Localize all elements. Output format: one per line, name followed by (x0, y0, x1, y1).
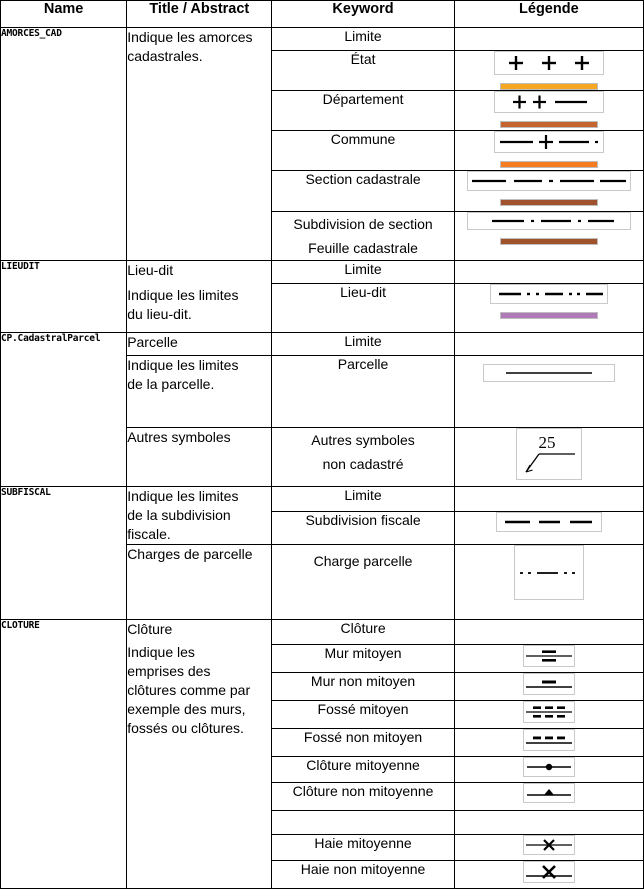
legend-cell-subdivision-fiscale (454, 511, 643, 544)
keyword-cell-mur-mitoyen: Mur mitoyen (272, 645, 454, 673)
title-line: Clôture (127, 621, 173, 637)
table-row (1, 28, 644, 51)
swatch-wall-not-shared (523, 673, 575, 695)
group-title-parcel-c (127, 428, 272, 487)
title-line: de la subdivision (127, 507, 231, 523)
legend-cell-cloture-mitoyenne (454, 757, 643, 783)
keyword-cell-lieu-dit: Lieu-dit (272, 284, 454, 333)
swatch-fence-not-shared (523, 783, 575, 803)
column-header-legende: Légende (454, 1, 643, 28)
measurement-label: 25 (538, 433, 556, 452)
color-bar-section (500, 199, 598, 206)
legend-cell-commune (454, 131, 643, 171)
keyword-cell-limite: Limite (272, 261, 454, 284)
legend-cell-haie-mitoyenne (454, 835, 643, 861)
table-row (1, 487, 644, 512)
color-bar-lieudit (500, 312, 598, 319)
title-line: Indique les limites (127, 357, 239, 373)
keyword-cell-fosse-mitoyen: Fossé mitoyen (272, 701, 454, 729)
title-line: Parcelle (127, 334, 178, 350)
swatch-hedge-shared (523, 835, 575, 855)
keyword-cell-haie-mitoyenne: Haie mitoyenne (272, 835, 454, 861)
swatch-plus-plus-plus (494, 51, 604, 75)
keyword-cell-section-cadastrale: Section cadastrale (272, 171, 454, 212)
swatch-measurement-25 (516, 428, 582, 480)
group-name-subfiscal: SUBFISCAL (1, 487, 127, 620)
group-name-lieudit: LIEUDIT (1, 261, 127, 333)
legend-cell-empty (454, 28, 643, 51)
title-line: Indique les (127, 644, 195, 660)
title-line: de la parcelle. (127, 376, 215, 392)
group-title-cloture (127, 620, 272, 889)
keyword-cell-etat: État (272, 51, 454, 91)
color-bar-departement (500, 121, 598, 128)
keyword-cell-limite: Limite (272, 28, 454, 51)
group-title-parcel-a (127, 333, 272, 356)
legend-cell-haie-non-mitoyenne (454, 861, 643, 889)
title-line: emprises des (127, 663, 211, 679)
keyword-cell-cloture-non-mitoyenne: Clôture non mitoyenne (272, 783, 454, 811)
title-line: Indique les limites (127, 287, 239, 303)
column-header-title-abstract: Title / Abstract (127, 1, 272, 28)
swatch-fence-shared (523, 757, 575, 777)
keyword-cell-fosse-non-mitoyen: Fossé non mitoyen (272, 729, 454, 757)
group-title-subfiscal-a (127, 487, 272, 545)
group-name-cadastral-parcel: CP.CadastralParcel (1, 333, 127, 487)
title-line: Lieu-dit (127, 262, 174, 278)
legend-cell-empty (454, 811, 643, 835)
swatch-plus-plus-dash (494, 91, 604, 113)
title-line: Charges de parcelle (127, 546, 253, 562)
keyword-cell-blank (272, 811, 454, 835)
table-row (1, 620, 644, 645)
legend-cell-autres-symboles (454, 428, 643, 487)
swatch-thin-solid-line (483, 364, 615, 382)
title-line: Autres symboles (127, 429, 231, 445)
keyword-cell-subdivision-de-section (272, 212, 454, 261)
column-header-name: Name (1, 1, 127, 28)
title-line: clôtures comme par (127, 682, 251, 698)
title-line: Indique les amorces (127, 29, 253, 45)
legend-cell-charge-parcelle (454, 545, 643, 620)
swatch-dash-plus-dash-dot (494, 131, 604, 153)
table-row (1, 333, 644, 356)
legend-cell-section-cadastrale (454, 171, 643, 212)
color-bar-commune (500, 161, 598, 168)
keyword-cell-parcelle: Parcelle (272, 356, 454, 428)
legend-cell-cloture-non-mitoyenne (454, 783, 643, 811)
title-line: fiscale. (127, 526, 171, 542)
title-line: du lieu-dit. (127, 306, 192, 322)
legend-cell-empty (454, 333, 643, 356)
keyword-line: Autres symboles (311, 432, 415, 448)
legend-cell-empty (454, 487, 643, 512)
group-title-amorces-cad (127, 28, 272, 261)
swatch-three-dashes (496, 512, 602, 532)
table-header-row (1, 1, 644, 28)
keyword-line: Subdivision de section (293, 216, 433, 232)
keyword-cell-cloture: Clôture (272, 620, 454, 645)
group-name-amorces-cad: AMORCES_CAD (1, 28, 127, 261)
legend-cell-fosse-non-mitoyen (454, 729, 643, 757)
group-title-lieudit (127, 261, 272, 333)
group-name-cloture: CLOTURE (1, 620, 127, 889)
legend-cell-empty (454, 261, 643, 284)
swatch-dash-dotdot-dash (490, 284, 608, 304)
keyword-cell-limite: Limite (272, 487, 454, 512)
keyword-line: Feuille cadastrale (308, 240, 418, 256)
title-line: exemple des murs, (127, 701, 246, 717)
group-title-subfiscal-b (127, 545, 272, 620)
legend-cell-etat (454, 51, 643, 91)
swatch-dash-dot-dash-dot-dash (467, 212, 631, 230)
swatch-ditch-shared (523, 701, 575, 723)
swatch-wall-shared (523, 645, 575, 667)
keyword-cell-haie-non-mitoyenne: Haie non mitoyenne (272, 861, 454, 889)
group-title-parcel-b (127, 356, 272, 428)
keyword-line: non cadastré (322, 456, 404, 472)
keyword-cell-cloture-mitoyenne: Clôture mitoyenne (272, 757, 454, 783)
swatch-long-dash-dot-dash (467, 171, 631, 191)
legend-cell-departement (454, 91, 643, 131)
legend-cell-empty (454, 620, 643, 645)
keyword-cell-subdivision-fiscale: Subdivision fiscale (272, 511, 454, 544)
title-line: Indique les limites (127, 488, 239, 504)
keyword-cell-autres-symboles (272, 428, 454, 487)
column-header-keyword: Keyword (272, 1, 454, 28)
keyword-cell-departement: Département (272, 91, 454, 131)
legend-cell-mur-mitoyen (454, 645, 643, 673)
title-line: cadastrales. (127, 48, 203, 64)
color-bar-etat (500, 83, 598, 90)
legend-cell-subdivision-de-section (454, 212, 643, 261)
swatch-ditch-not-shared (523, 729, 575, 751)
legend-cell-mur-non-mitoyen (454, 673, 643, 701)
swatch-hedge-not-shared (523, 861, 575, 883)
title-line: fossés ou clôtures. (127, 720, 244, 736)
legend-cell-lieu-dit (454, 284, 643, 333)
keyword-cell-limite: Limite (272, 333, 454, 356)
keyword-cell-mur-non-mitoyen: Mur non mitoyen (272, 673, 454, 701)
legend-cell-fosse-mitoyen (454, 701, 643, 729)
swatch-dotdash-centered (514, 545, 584, 600)
color-bar-subdivision (500, 238, 598, 245)
keyword-cell-charge-parcelle: Charge parcelle (272, 545, 454, 620)
legend-cell-parcelle (454, 356, 643, 428)
table-row (1, 261, 644, 284)
keyword-cell-commune: Commune (272, 131, 454, 171)
